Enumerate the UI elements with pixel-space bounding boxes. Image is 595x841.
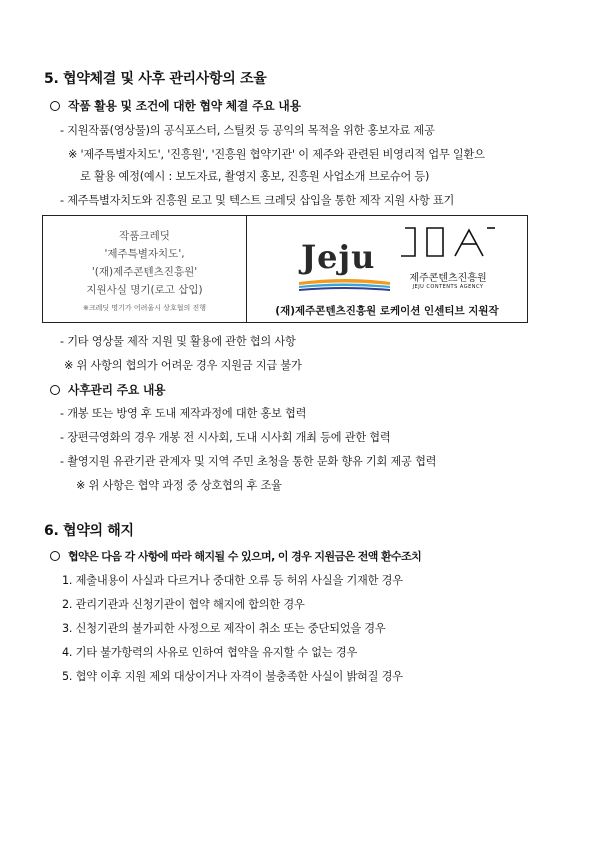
list-item: - 촬영지원 유관기관 관계자 및 지역 주민 초청을 통한 문화 향유 기회 제공 협력 bbox=[60, 455, 437, 468]
list-item: - 제주특별자치도와 진흥원 로고 및 텍스트 크레딧 삽입을 통한 제작 지원 사항 표기 bbox=[60, 194, 455, 207]
jeju-logo-swoosh bbox=[297, 278, 392, 292]
list-item: ※ 위 사항의 협의가 어려운 경우 지원금 지급 불가 bbox=[64, 359, 302, 372]
list-item: 4. 기타 불가항력의 사유로 인하여 협약을 유지할 수 없는 경우 bbox=[62, 646, 358, 659]
credit-line: 작품크레딧 bbox=[119, 230, 170, 242]
list-item: 1. 제출내용이 사실과 다르거나 중대한 오류 등 허위 사실을 기재한 경우 bbox=[62, 574, 403, 587]
jcia-logo-mark bbox=[397, 222, 497, 264]
credit-logos: Jeju 제주콘텐츠진흥원 JEJU CONTENTS AGENCY (재)제주콘텐츠진흥원 로케이션 인센티브 지원작 bbox=[247, 216, 527, 322]
list-item: - 지원작품(영상물)의 공식포스터, 스틸컷 등 공익의 목적을 위한 홍보자료 제공 bbox=[60, 124, 435, 137]
jcia-logo-english: JEJU CONTENTS AGENCY bbox=[412, 284, 484, 290]
credit-description bbox=[43, 216, 247, 322]
list-item: - 개봉 또는 방영 후 도내 제작과정에 대한 홍보 협력 bbox=[60, 407, 307, 420]
section-5-title: 5. 협약체결 및 사후 관리사항의 조율 bbox=[44, 71, 267, 87]
credit-line: '(재)제주콘텐츠진흥원' bbox=[91, 266, 198, 278]
credit-line: '제주특별자치도', bbox=[104, 248, 185, 260]
sub-heading-aftercare: 사후관리 주요 내용 bbox=[50, 381, 165, 398]
list-item: 5. 협약 이후 지원 제외 대상이거나 자격이 불충족한 사실이 밝혀질 경우 bbox=[62, 670, 403, 683]
list-item: 2. 관리기관과 신청기관이 협약 해지에 합의한 경우 bbox=[62, 598, 305, 611]
list-item: 로 활용 예정(예시 : 보도자료, 촬영지 홍보, 진흥원 사업소개 브로슈어 등) bbox=[80, 170, 430, 183]
section-6-title: 6. 협약의 해지 bbox=[44, 523, 134, 539]
list-item: - 기타 영상물 제작 지원 및 활용에 관한 협의 사항 bbox=[60, 335, 296, 348]
jcia-logo-korean: 제주콘텐츠진흥원 bbox=[409, 273, 487, 284]
list-item: 3. 신청기관의 불가피한 사정으로 제작이 취소 또는 중단되었을 경우 bbox=[62, 622, 386, 635]
list-item: - 장편극영화의 경우 개봉 전 시사회, 도내 시사회 개최 등에 관한 협력 bbox=[60, 431, 391, 444]
credit-line: 지원사실 명기(로고 삽입) bbox=[86, 284, 203, 296]
list-item: ※ 위 사항은 협약 과정 중 상호협의 후 조율 bbox=[76, 479, 282, 492]
circle-bullet-icon bbox=[50, 101, 60, 111]
credit-note: ※크레딧 명기가 어려울시 상호협의 진행 bbox=[83, 304, 206, 312]
list-item: ※ '제주특별자치도', '진흥원', '진흥원 협약기관' 이 제주와 관련된 비영리적 업무 일환으 bbox=[68, 148, 485, 161]
circle-bullet-icon bbox=[50, 551, 60, 561]
circle-bullet-icon bbox=[50, 385, 60, 395]
sub-heading-agreement: 작품 활용 및 조건에 대한 협약 체결 주요 내용 bbox=[50, 97, 301, 114]
credit-box bbox=[42, 215, 528, 323]
credit-caption: (재)제주콘텐츠진흥원 로케이션 인센티브 지원작 bbox=[275, 305, 499, 317]
sub-heading-termination: 협약은 다음 각 사항에 따라 해지될 수 있으며, 이 경우 지원금은 전액 환수조치 bbox=[50, 548, 421, 564]
